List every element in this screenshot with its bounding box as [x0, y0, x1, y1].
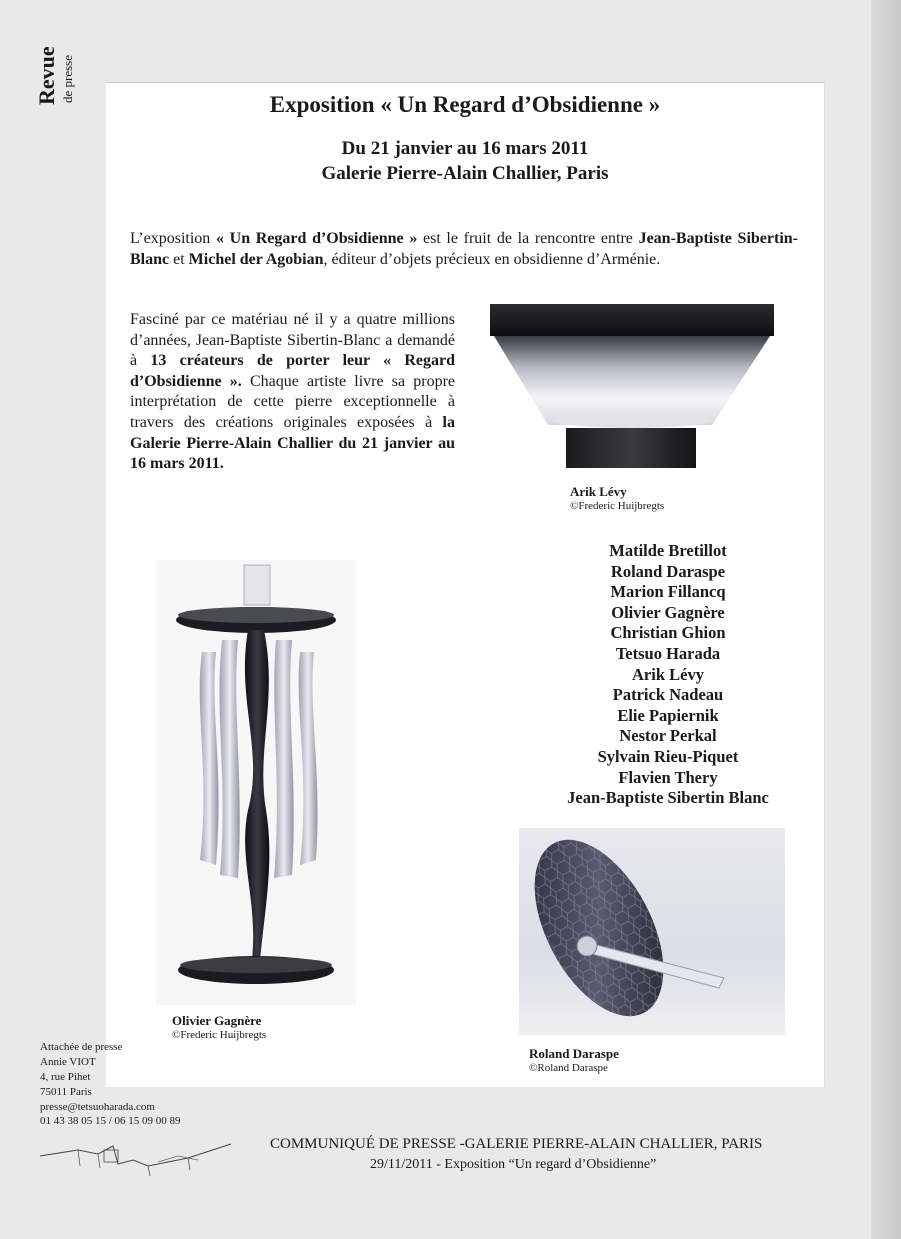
page-title: Exposition « Un Regard d’Obsidienne »: [269, 92, 661, 117]
contact-phones: 01 43 38 05 15 / 06 15 09 00 89: [40, 1115, 181, 1127]
footer-subtitle: 29/11/2011 - Exposition “Un regard d’Obsidienne”: [370, 1157, 657, 1172]
description-paragraph: Fasciné par ce matériau né il y a quatre millions d’années, Jean-Baptiste Sibertin-Blanc a demandé à 13 créateurs de porter leur « Regard d’Obsidienne ». Chaque artiste livre sa propre interprétation de cette pierre exceptionnelle à travers des créations originales exposées à la Galerie Pierre-Alain Challier du 21 janvier au 16 mars 2011.: [130, 311, 455, 473]
creator-name: Nestor Perkal: [619, 726, 717, 746]
photo-roland-daraspe-object: [519, 828, 785, 1035]
gallery-sketch-logo: [38, 1136, 233, 1178]
caption-roland-daraspe: [529, 1046, 619, 1074]
caption-name: Arik Lévy: [570, 484, 627, 499]
side-label-main: Revue: [34, 46, 59, 105]
creator-name: Matilde Bretillot: [609, 541, 727, 560]
creator-name: Roland Daraspe: [610, 561, 726, 581]
side-label-sub: de presse: [60, 54, 75, 103]
gallery-name: Galerie Pierre-Alain Challier, Paris: [321, 163, 609, 184]
creator-name: Flavien Thery: [618, 767, 718, 787]
caption-credit: ©Frederic Huijbregts: [172, 1029, 267, 1041]
press-contact: [40, 1040, 155, 1115]
creator-name: Tetsuo Harada: [615, 643, 721, 663]
side-label: [34, 46, 76, 105]
caption-arik-levy: [570, 484, 664, 512]
caption-credit: ©Frederic Huijbregts: [570, 500, 665, 512]
contact-email[interactable]: presse@tetsuoharada.com: [40, 1101, 155, 1113]
caption-credit: ©Roland Daraspe: [529, 1062, 608, 1074]
page-edge-shadow: [871, 0, 901, 1239]
creators-list: [528, 541, 808, 809]
footer-title: COMMUNIQUÉ DE PRESSE -GALERIE PIERRE-ALAIN CHALLIER, PARIS: [270, 1136, 763, 1152]
exhibition-dates: Du 21 janvier au 16 mars 2011: [341, 138, 589, 159]
creator-name: Marion Fillancq: [610, 582, 726, 602]
photo-arik-levy-bowl: [486, 300, 778, 472]
photo-olivier-gagnere-stand: [156, 560, 356, 1005]
creator-name: Sylvain Rieu-Piquet: [597, 746, 739, 766]
creator-name: Olivier Gagnère: [611, 602, 725, 622]
caption-olivier-gagnere: [172, 1013, 266, 1041]
intro-paragraph: L’exposition « Un Regard d’Obsidienne » est le fruit de la rencontre entre Jean-Baptiste Sibertin-Blanc et Michel der Agobian, éditeur d’objets précieux en obsidienne d’Arménie.: [130, 230, 799, 268]
creator-name: Christian Ghion: [610, 623, 726, 643]
creator-name: Elie Papiernik: [617, 705, 719, 725]
contact-role: Attachée de presse: [40, 1041, 123, 1053]
creator-name: Arik Lévy: [632, 664, 704, 684]
creator-name: Jean-Baptiste Sibertin Blanc: [567, 788, 769, 808]
caption-name: Olivier Gagnère: [172, 1013, 262, 1028]
caption-name: Roland Daraspe: [529, 1046, 619, 1061]
contact-street: 4, rue Pihet: [40, 1071, 91, 1083]
contact-city: 75011 Paris: [40, 1086, 92, 1098]
contact-name: Annie VIOT: [40, 1056, 96, 1068]
creator-name: Patrick Nadeau: [612, 685, 724, 705]
